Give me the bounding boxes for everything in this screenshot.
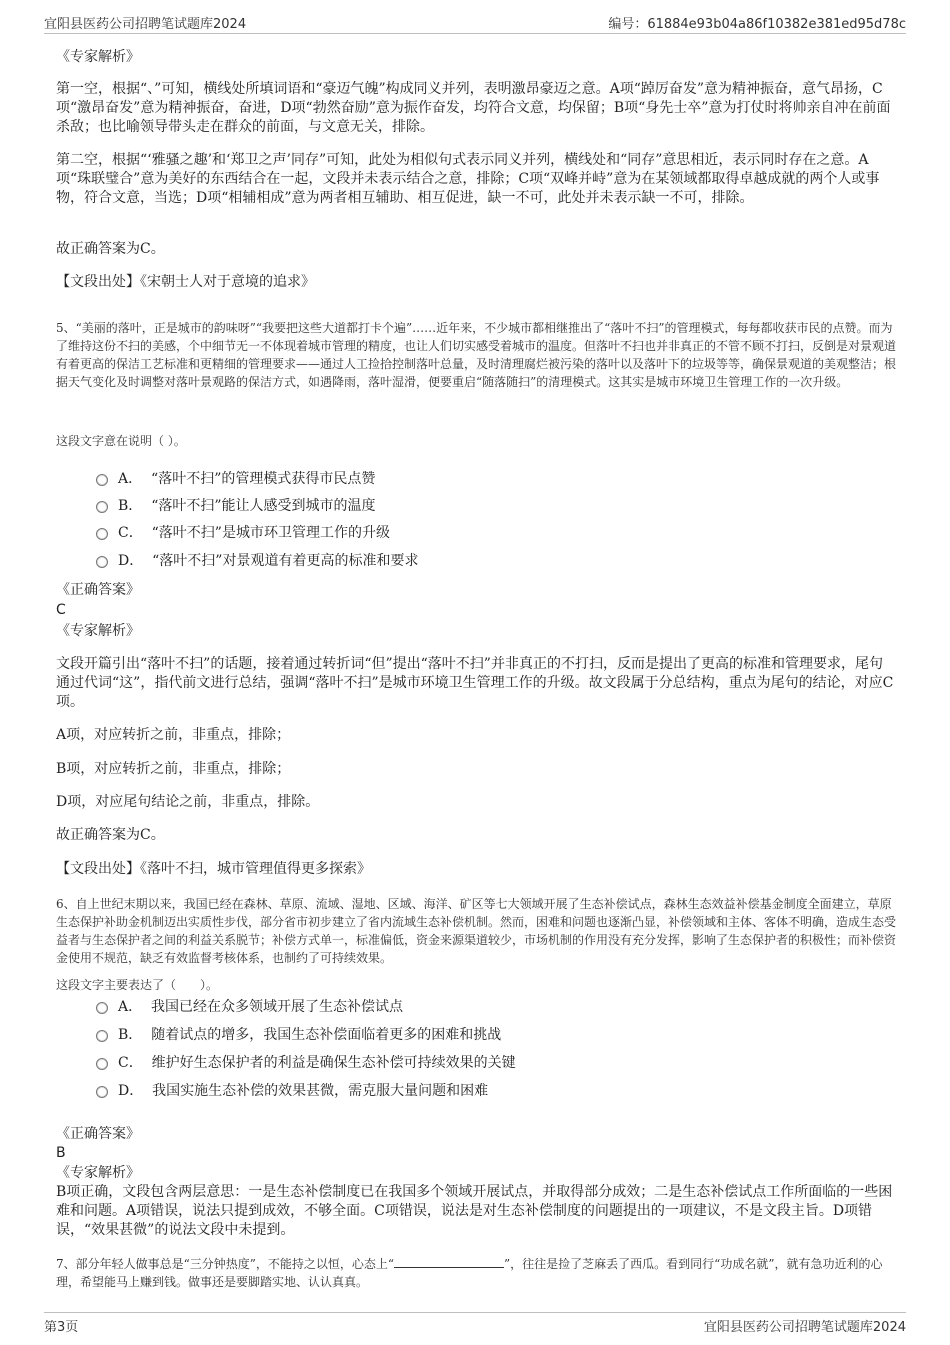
option-letter: A． [118, 999, 143, 1015]
radio-button-icon[interactable] [96, 556, 108, 568]
radio-button-icon[interactable] [96, 1086, 108, 1098]
option-text: “落叶不扫”的管理模式获得市民点赞 [151, 471, 376, 487]
header-title: 宜阳县医药公司招聘笔试题库2024 [44, 17, 247, 32]
q6-analysis-label: 《专家解析》 [56, 1165, 140, 1181]
prev-source: 【文段出处】《宋朝士人对于意境的追求》 [56, 274, 315, 290]
q5-answer-label: 《正确答案》 [56, 582, 140, 598]
q5-option-a[interactable] [96, 468, 876, 490]
radio-button-icon[interactable] [96, 474, 108, 486]
prev-analysis-para-1: 第一空，根据“、”可知，横线处所填词语和“豪迈气魄”构成同义并列，表明激昂豪迈之意。A项“踔厉奋发”意为精神振奋，意气昂扬，C项“激昂奋发”意为精神振奋，奋进，D项“勃然奋励”意为振作奋发，均符合文意，均保留；B项“身先士卒”意为打仗时将帅亲自冲在前面杀敌；也比喻领导带头走在群众的前面，与文意无关，排除。 [56, 81, 891, 135]
prev-answer: 故正确答案为C。 [56, 241, 165, 257]
q5-option-b[interactable] [96, 495, 876, 517]
page-header [44, 13, 906, 34]
option-text: 我国已经在众多领域开展了生态补偿试点 [151, 999, 404, 1015]
q5-source: 【文段出处】《落叶不扫，城市管理值得更多探索》 [56, 861, 371, 877]
q5-analysis-label: 《专家解析》 [56, 623, 140, 639]
q6-ask: 这段文字主要表达了（ ）。 [56, 978, 219, 992]
q5-note-d: D项，对应尾句结论之前，非重点，排除。 [56, 794, 320, 810]
q5-ask: 这段文字意在说明（ ）。 [56, 434, 186, 448]
q5-note-a: A项，对应转折之前，非重点，排除； [56, 727, 291, 743]
q6-option-d[interactable] [96, 1080, 876, 1102]
option-text: 随着试点的增多，我国生态补偿面临着更多的困难和挑战 [151, 1027, 502, 1043]
q6-answer: B [56, 1145, 66, 1161]
q5-note-b: B项，对应转折之前，非重点，排除； [56, 761, 291, 777]
q6-option-a[interactable] [96, 996, 876, 1018]
prev-analysis-label: 《专家解析》 [56, 49, 140, 65]
option-letter: B． [118, 1027, 143, 1043]
q5-stem: 5、“美丽的落叶，正是城市的韵味呀”“我要把这些大道都打卡个遍”……近年来，不少城市都相继推出了“落叶不扫”的管理模式，每每都收获市民的点赞。而为了维持这份不扫的美感，个中细节无一不体现着城市管理的精度，也让人们切实感受着城市的温度。但落叶不扫也并非真正的不管不顾不打扫，反倒是对景观道有着更高的保洁工艺标准和更精细的管理要求——通过人工捡拾控制落叶总量，及时清理腐烂被污染的落叶以及落叶下的垃圾等等，确保景观道的美观整洁；根据天气变化及时调整对落叶景观路的保洁方式，如遇降雨，落叶湿滑，便要重启“随落随扫”的清理模式。这其实是城市环境卫生管理工作的一次升级。 [56, 321, 897, 389]
option-text: “落叶不扫”能让人感受到城市的温度 [151, 498, 376, 514]
radio-button-icon[interactable] [96, 528, 108, 540]
q6-option-b[interactable] [96, 1024, 876, 1046]
q6-stem: 6、自上世纪末期以来，我国已经在森林、草原、流域、湿地、区域、海洋、矿区等七大领域开展了生态补偿试点，森林生态效益补偿基金制度全面建立，草原生态保护补助金机制迈出实质性步伐，部分省市初步建立了省内流域生态补偿机制。然而，困难和问题也逐渐凸显，补偿领域和主体、客体不明确，造成生态受益者与生态保护者之间的利益关系脱节；补偿方式单一，标准偏低，资金来源渠道较少，市场机制的作用没有充分发挥，影响了生态保护者的积极性；而补偿资金使用不规范，缺乏有效监督考核体系，也制约了可持续效果。 [56, 897, 897, 965]
q7-stem [56, 1254, 896, 1291]
option-letter: A． [118, 471, 143, 487]
option-letter: C． [118, 525, 143, 541]
header-doc-id: 编号：61884e93b04a86f10382e381ed95d78c [608, 17, 906, 32]
option-text: “落叶不扫”是城市环卫管理工作的升级 [151, 525, 390, 541]
option-text: 维护好生态保护者的利益是确保生态补偿可持续效果的关键 [151, 1055, 516, 1071]
radio-button-icon[interactable] [96, 501, 108, 513]
q5-answer: C [56, 602, 66, 618]
q5-analysis: 文段开篇引出“落叶不扫”的话题，接着通过转折词“但”提出“落叶不扫”并非真正的不打扫，反而是提出了更高的标准和管理要求，尾句通过代词“这”，指代前文进行总结，强调“落叶不扫”是城市环境卫生管理工作的升级。故文段属于分总结构，重点为尾句的结论，对应C项。 [56, 656, 894, 710]
q6-analysis: B项正确，文段包含两层意思：一是生态补偿制度已在我国多个领域开展试点，并取得部分成效；二是生态补偿试点工作所面临的一些困难和问题。A项错误，说法只提到成效，不够全面。C项错误，说法是对生态补偿制度的问题提出的一项建议，不是文段主旨。D项错误，“效果甚微”的说法文段中未提到。 [56, 1184, 893, 1238]
option-letter: B． [118, 498, 143, 514]
option-letter: C． [118, 1055, 143, 1071]
q6-answer-label: 《正确答案》 [56, 1126, 140, 1142]
option-letter: D． [118, 1083, 144, 1099]
option-text: 我国实施生态补偿的效果甚微，需克服大量问题和困难 [152, 1083, 489, 1099]
footer-title: 宜阳县医药公司招聘笔试题库2024 [703, 1320, 906, 1335]
radio-button-icon[interactable] [96, 1002, 108, 1014]
q5-conclusion: 故正确答案为C。 [56, 827, 165, 843]
option-text: “落叶不扫”对景观道有着更高的标准和要求 [152, 553, 419, 569]
radio-button-icon[interactable] [96, 1058, 108, 1070]
q6-option-c[interactable] [96, 1052, 876, 1074]
q7-blank [394, 1254, 504, 1268]
q5-option-d[interactable] [96, 550, 876, 572]
q7-stem-before: 7、部分年轻人做事总是“三分钟热度”，不能持之以恒，心态上“ [56, 1257, 395, 1271]
q7-stem-after: ”，往往是捡了芝麻丢了西瓜。看到同行“功成名就”，就有急功近利的心理，希望能马上赚到钱。做事还是要脚踏实地、认认真真。 [56, 1257, 883, 1289]
radio-button-icon[interactable] [96, 1030, 108, 1042]
q5-option-c[interactable] [96, 522, 876, 544]
option-letter: D． [118, 553, 144, 569]
page-footer [44, 1312, 906, 1336]
prev-analysis-para-2: 第二空，根据“‘雅骚之趣’和‘郑卫之声’同存”可知，此处为相似句式表示同义并列，横线处和“同存”意思相近，表示同时存在之意。A项“珠联璧合”意为美好的东西结合在一起，文段并未表示结合之意，排除；C项“双峰并峙”意为在某领域都取得卓越成就的两个人或事物，符合文意，当选；D项“相辅相成”意为两者相互辅助、相互促进，缺一不可，此处并未表示缺一不可，排除。 [56, 152, 880, 206]
footer-page-number: 第3页 [44, 1320, 79, 1335]
